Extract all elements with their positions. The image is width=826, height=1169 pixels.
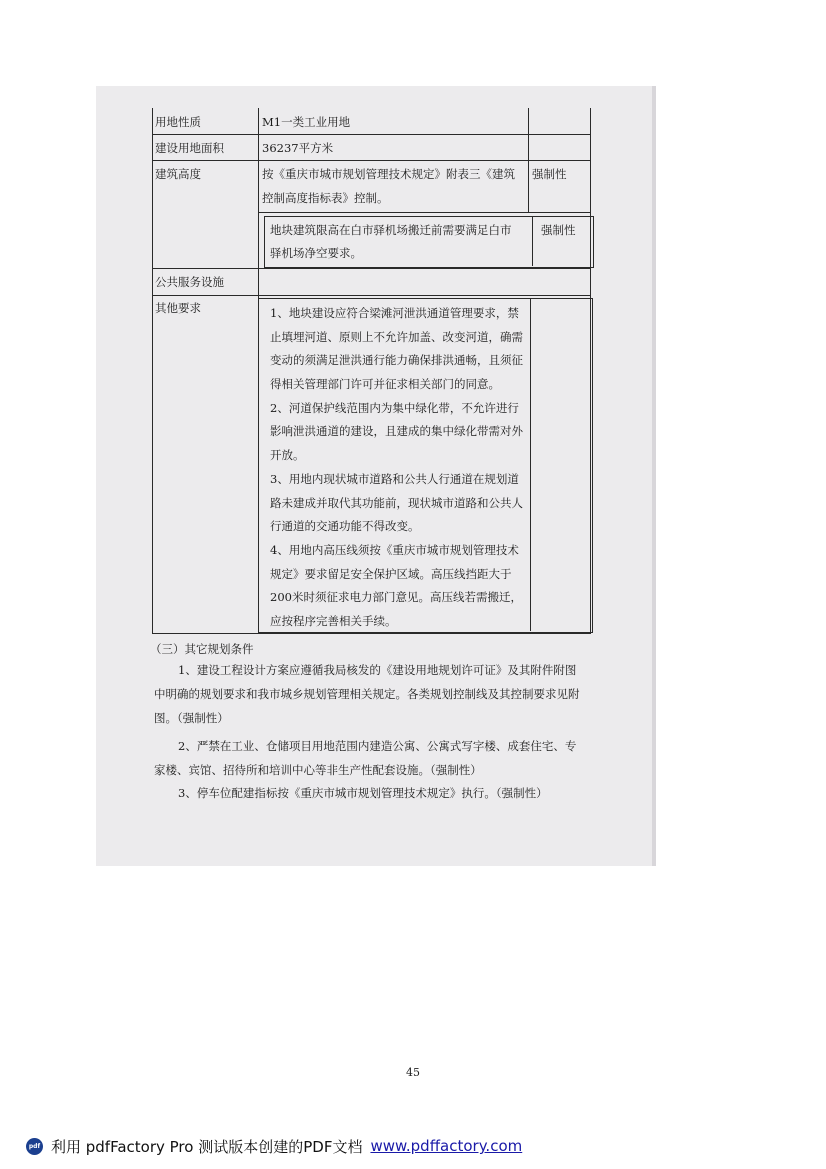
requirement-line: 1、地块建设应符合梁滩河泄洪通道管理要求，禁	[270, 306, 519, 320]
section-paragraph-3	[154, 781, 548, 805]
height-sub-box-divider	[532, 216, 533, 266]
requirement-line: 200米时须征求电力部门意见。高压线若需搬迁，	[270, 590, 522, 605]
paragraph-line: 图。（强制性）	[154, 711, 229, 725]
requirement-line: 应按程序完善相关手续。	[270, 613, 397, 628]
other-requirements-text	[270, 302, 523, 634]
requirement-line: 开放。	[270, 448, 305, 463]
row-label-land-use: 用地性质	[155, 115, 201, 129]
footer-link[interactable]: www.pdffactory.com	[370, 1137, 523, 1155]
section-heading: （三）其它规划条件	[150, 642, 254, 656]
row-value-airport-clearance-line1: 地块建筑限高在白市驿机场搬迁前需要满足白市	[270, 223, 512, 237]
row-label-land-area: 建设用地面积	[155, 141, 224, 155]
section-paragraph-1	[154, 658, 580, 730]
row-value-building-height-line1: 按《重庆市城市规划管理技术规定》附表三《建筑	[262, 167, 515, 181]
scan-edge	[652, 86, 656, 866]
requirement-line: 止填埋河道、原则上不允许加盖、改变河道，确需	[270, 329, 523, 344]
pdf-footer	[26, 1134, 522, 1158]
row-value-airport-clearance-line2: 驿机场净空要求。	[270, 246, 362, 260]
requirement-line: 影响泄洪通道的建设，且建成的集中绿化带需对外	[270, 424, 523, 439]
row-label-building-height: 建筑高度	[155, 167, 201, 181]
row-divider	[258, 212, 591, 213]
row-label-other-requirements: 其他要求	[155, 301, 201, 315]
row-note-airport-clearance: 强制性	[541, 223, 576, 237]
requirement-line: 变动的须满足泄洪通行能力确保排洪通畅，且须征	[270, 353, 523, 368]
paragraph-line: 家楼、宾馆、招待所和培训中心等非生产性配套设施。（强制性）	[154, 763, 482, 777]
row-value-land-area: 36237平方米	[262, 141, 334, 155]
other-requirements-divider	[530, 298, 531, 631]
requirement-line: 行通道的交通功能不得改变。	[270, 519, 420, 534]
footer-text: 利用 pdfFactory Pro 测试版本创建的PDF文档	[51, 1137, 363, 1156]
requirement-line: 4、用地内高压线须按《重庆市城市规划管理技术	[270, 542, 519, 557]
paragraph-line: 1、建设工程设计方案应遵循我局核发的《建设用地规划许可证》及其附件附图	[178, 663, 577, 677]
requirement-line: 3、用地内现状城市道路和公共人行通道在规划道	[270, 471, 519, 486]
requirement-line: 得相关管理部门许可并征求相关部门的同意。	[270, 377, 500, 392]
row-divider	[152, 160, 591, 161]
row-label-public-facilities: 公共服务设施	[155, 275, 224, 289]
pdf-logo-icon: pdf	[26, 1138, 43, 1155]
requirement-line: 规定》要求留足安全保护区域。高压线挡距大于	[270, 566, 512, 581]
row-divider	[152, 268, 591, 269]
row-value-building-height-line2: 控制高度指标表》控制。	[262, 191, 389, 205]
table-left-border	[152, 108, 153, 634]
section-paragraph-2	[154, 734, 576, 782]
paragraph-line: 2、严禁在工业、仓储项目用地范围内建造公寓、公寓式写字楼、成套住宅、专	[178, 739, 577, 753]
row-divider	[152, 134, 591, 135]
row-value-land-use: M1一类工业用地	[262, 115, 351, 129]
requirement-line: 路未建成并取代其功能前，现状城市道路和公共人	[270, 495, 523, 510]
row-divider	[152, 295, 591, 296]
paragraph-line: 中明确的规划要求和我市城乡规划管理相关规定。各类规划控制线及其控制要求见附	[154, 687, 580, 701]
requirement-line: 2、河道保护线范围内为集中绿化带，不允许进行	[270, 400, 519, 415]
row-note-building-height: 强制性	[532, 167, 567, 181]
page-number: 45	[406, 1066, 420, 1079]
paragraph-line: 3、停车位配建指标按《重庆市城市规划管理技术规定》执行。（强制性）	[178, 786, 548, 800]
